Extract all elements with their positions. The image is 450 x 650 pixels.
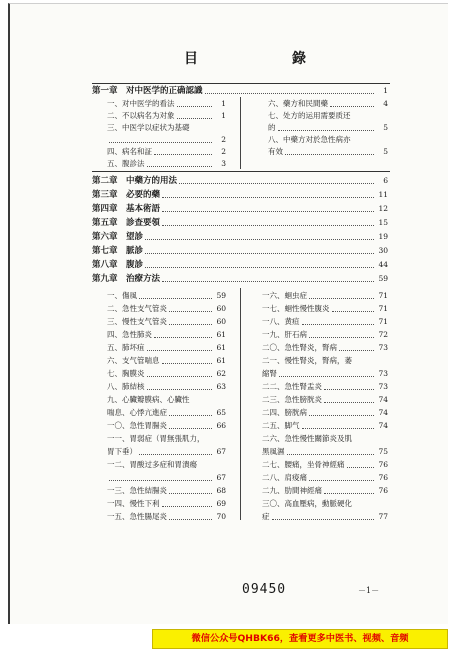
ch9-right-item-leader [324,389,374,390]
ch1-left-item-page: 1 [221,99,226,108]
ch9-left-item-page: 63 [216,382,226,391]
page-title: 目 錄 [184,51,346,67]
ch9-left-item-label: 一、傷風 [107,291,137,300]
chapter-1-leader [205,93,374,94]
chapter-7-page: 30 [378,246,388,255]
ch9-right-item-label: 一九、肝石病 [262,330,307,339]
chapter-8-leader [145,267,374,268]
ch9-left-item-page: 67 [216,447,226,456]
ch9-left-item-leader [147,376,213,377]
chapter-5-leader [162,225,374,226]
ch9-right-item-leader [309,298,374,299]
ch9-right-item-leader [302,428,375,429]
chapter-7-leader [145,253,374,254]
ch9-left-item-label: 一二、胃酸过多症和胃潰瘍 [107,460,197,469]
title-rule [92,83,390,84]
chapter-8-label: 第八章 腹診 [92,260,144,270]
ch9-right-item-label: 一六、蛔虫症 [262,291,307,300]
ch1-left-item-leader [154,154,212,155]
ch1-left-item-leader [109,142,212,143]
column-divider [240,97,241,169]
ch9-left-item-page: 60 [216,317,226,326]
ch9-left-item-label: 一四、慢性下利 [107,499,160,508]
ch9-right-item-leader [279,376,374,377]
ch1-left-item-page: 3 [221,159,226,168]
ch9-right-item-page: 71 [378,291,388,300]
ch9-left-item-page: 67 [216,473,226,482]
ch9-left-item-page: 65 [216,408,226,417]
column-divider-ch9 [240,288,241,520]
ink-stamp: 09450 [242,582,287,597]
ch9-right-item-leader [324,402,374,403]
ch9-right-item-page: 71 [378,304,388,313]
chapter-5-label: 第五章 診查要領 [92,218,161,228]
ch9-right-item-label: 一八、黄疸 [262,317,300,326]
ch9-right-item-label: 黑風濕 [262,447,285,456]
ch9-left-item-label: 七、胸膜炎 [107,369,145,378]
ch9-right-item-label: 縮腎 [262,369,277,378]
chapter-3-page: 11 [378,190,388,199]
ch1-right-item-page: 5 [383,147,388,156]
page-number: －1－ [358,586,380,595]
ch9-left-item-page: 61 [216,330,226,339]
chapter-6-label: 第六章 望診 [92,232,144,242]
ch9-right-item-leader [339,350,374,351]
ch9-left-item-leader [169,493,212,494]
ch9-right-item-page: 73 [378,382,388,391]
ch9-left-item-page: 61 [216,356,226,365]
ch9-left-item-leader [109,480,212,481]
ch9-left-item-label: 一五、急性腸尾炎 [107,512,167,521]
chapter-9-leader [162,281,374,282]
ch9-left-item-page: 68 [216,486,226,495]
chapter-2-leader [179,183,374,184]
ch9-right-item-label: 二三、急性膀胱炎 [262,395,322,404]
ch1-right-item-label: 的 [268,123,276,132]
chapter-3-leader [162,197,374,198]
ch9-right-item-leader [302,324,375,325]
ch9-left-item-label: 一三、急性結腸炎 [107,486,167,495]
ch1-right-item-leader [278,130,375,131]
chapter-7-label: 第七章 脈診 [92,246,144,256]
ch9-right-item-page: 73 [378,343,388,352]
ch9-right-item-leader [272,519,375,520]
ch9-right-item-label: 一七、蛔性慢性腹炎 [262,304,330,313]
chapter-4-label: 第四章 基本術語 [92,204,161,214]
ch1-left-item-label: 四、病名和証 [107,147,152,156]
ch9-left-item-leader [154,337,212,338]
ch9-left-item-leader [169,519,212,520]
chapter-1-label: 第一章 对中医学的正确認識 [92,86,203,96]
ch9-right-item-label: 二二、急性腎盂炎 [262,382,322,391]
ch1-right-item-leader [330,106,374,107]
ch9-left-item-page: 69 [216,499,226,508]
ch9-right-item-leader [287,454,375,455]
ch9-left-item-leader [147,350,213,351]
ch9-left-item-page: 60 [216,304,226,313]
ch9-right-item-page: 74 [378,421,388,430]
ch9-left-item-leader [169,311,212,312]
ch1-left-item-label: 三、中医学以症状为基礎 [107,123,190,132]
ch9-left-item-page: 70 [216,512,226,521]
ch9-right-item-leader [309,480,374,481]
ch9-right-item-label: 二〇、急性腎炎，腎病 [262,343,337,352]
chapter-9-page: 59 [378,274,388,283]
chapter-4-leader [162,211,374,212]
ch9-right-item-leader [324,493,374,494]
ch1-right-item-label: 有效 [268,147,283,156]
ch9-left-item-leader [162,506,213,507]
chapter-6-page: 19 [378,232,388,241]
chapter-6-leader [145,239,374,240]
ch9-left-item-label: 一一、胃弱症（胃無張肌力， [107,434,205,443]
ch9-right-item-label: 二八、肩痠痛 [262,473,307,482]
ch9-right-item-leader [332,311,375,312]
ch1-left-item-leader [177,106,213,107]
ch9-left-item-leader [147,389,213,390]
ch1-right-item-page: 4 [383,99,388,108]
ch9-left-item-label: 五、肺坏疽 [107,343,145,352]
ch9-left-item-page: 66 [216,421,226,430]
ch9-left-item-label: 八、肺結核 [107,382,145,391]
ch9-left-item-label: 二、急性支气管炎 [107,304,167,313]
ch9-right-item-page: 77 [378,512,388,521]
ch9-left-item-leader [169,324,212,325]
ch9-right-item-page: 72 [378,330,388,339]
ch9-right-item-label: 二九、肋間神經痛 [262,486,322,495]
ch1-right-item-leader [285,154,374,155]
ch9-left-item-label: 九、心臟瓣膜病、心臟性 [107,395,190,404]
ch9-right-item-page: 73 [378,369,388,378]
ch9-right-item-label: 二五、脚气 [262,421,300,430]
chapter-8-page: 44 [378,260,388,269]
ch9-right-item-label: 二七、腰痛，坐骨神經痛 [262,460,345,469]
ch9-right-item-page: 74 [378,395,388,404]
ch9-left-item-label: 一〇、急性胃腸炎 [107,421,167,430]
ch9-right-item-page: 76 [378,460,388,469]
ch9-left-item-label: 三、慢性支气管炎 [107,317,167,326]
ch9-left-item-page: 62 [216,369,226,378]
chapter-2-page: 6 [383,176,388,185]
ch1-right-item-label: 八、中藥方对於急性病亦 [268,135,351,144]
ch1-left-item-leader [147,166,213,167]
ch9-right-item-leader [309,415,374,416]
ch1-left-item-leader [177,118,213,119]
chapter-2-label: 第二章 中藥方的用法 [92,176,178,186]
ch1-right-item-label: 七、处方的运用需要质还 [268,111,351,120]
section-rule [92,171,390,172]
ch9-right-item-page: 71 [378,317,388,326]
ch1-left-item-label: 五、腹診法 [107,159,145,168]
ch9-right-item-leader [347,467,375,468]
ch9-right-item-page: 76 [378,473,388,482]
ch1-left-item-label: 一、对中医学的看法 [107,99,175,108]
ch9-left-item-label: 喘息、心悸亢進症 [107,408,167,417]
ch9-left-item-leader [139,298,212,299]
ch1-right-item-label: 六、藥方和民間藥 [268,99,328,108]
ch9-right-item-label: 症 [262,512,270,521]
ch9-right-item-label: 二四、膀胱病 [262,408,307,417]
ch1-left-item-page: 2 [221,135,226,144]
ch9-left-item-label: 胃下垂） [107,447,137,456]
ch1-right-item-page: 5 [383,123,388,132]
chapter-9-label: 第九章 治療方法 [92,274,161,284]
chapter-1-page: 1 [383,86,388,95]
ch9-left-item-label: 六、支气管喘息 [107,356,160,365]
ch1-left-item-page: 1 [221,111,226,120]
ch9-right-item-page: 75 [378,447,388,456]
ch9-right-item-page: 76 [378,486,388,495]
ch9-left-item-leader [169,428,212,429]
ch1-left-item-label: 二、不以病名为对象 [107,111,175,120]
ch9-right-item-page: 74 [378,408,388,417]
ch9-right-item-leader [309,337,374,338]
ch9-left-item-leader [162,363,213,364]
chapter-4-page: 12 [378,204,388,213]
ch9-left-item-label: 四、急性肺炎 [107,330,152,339]
chapter-3-label: 第三章 必要的藥 [92,190,161,200]
ch9-left-item-leader [169,415,212,416]
chapter-5-page: 15 [378,218,388,227]
ch9-right-item-label: 二六、急性慢性關節炎及肌 [262,434,352,443]
ch9-right-item-label: 三〇、高血壓病，動脈硬化 [262,499,352,508]
ch9-left-item-page: 59 [216,291,226,300]
ch9-left-item-page: 61 [216,343,226,352]
ch9-left-item-leader [139,454,212,455]
ch1-left-item-page: 2 [221,147,226,156]
promo-banner: 微信公众号QHBK66，查看更多中医书、视频、音频 [152,629,448,649]
ch9-right-item-label: 二一、慢性腎炎，腎病，萎 [262,356,352,365]
